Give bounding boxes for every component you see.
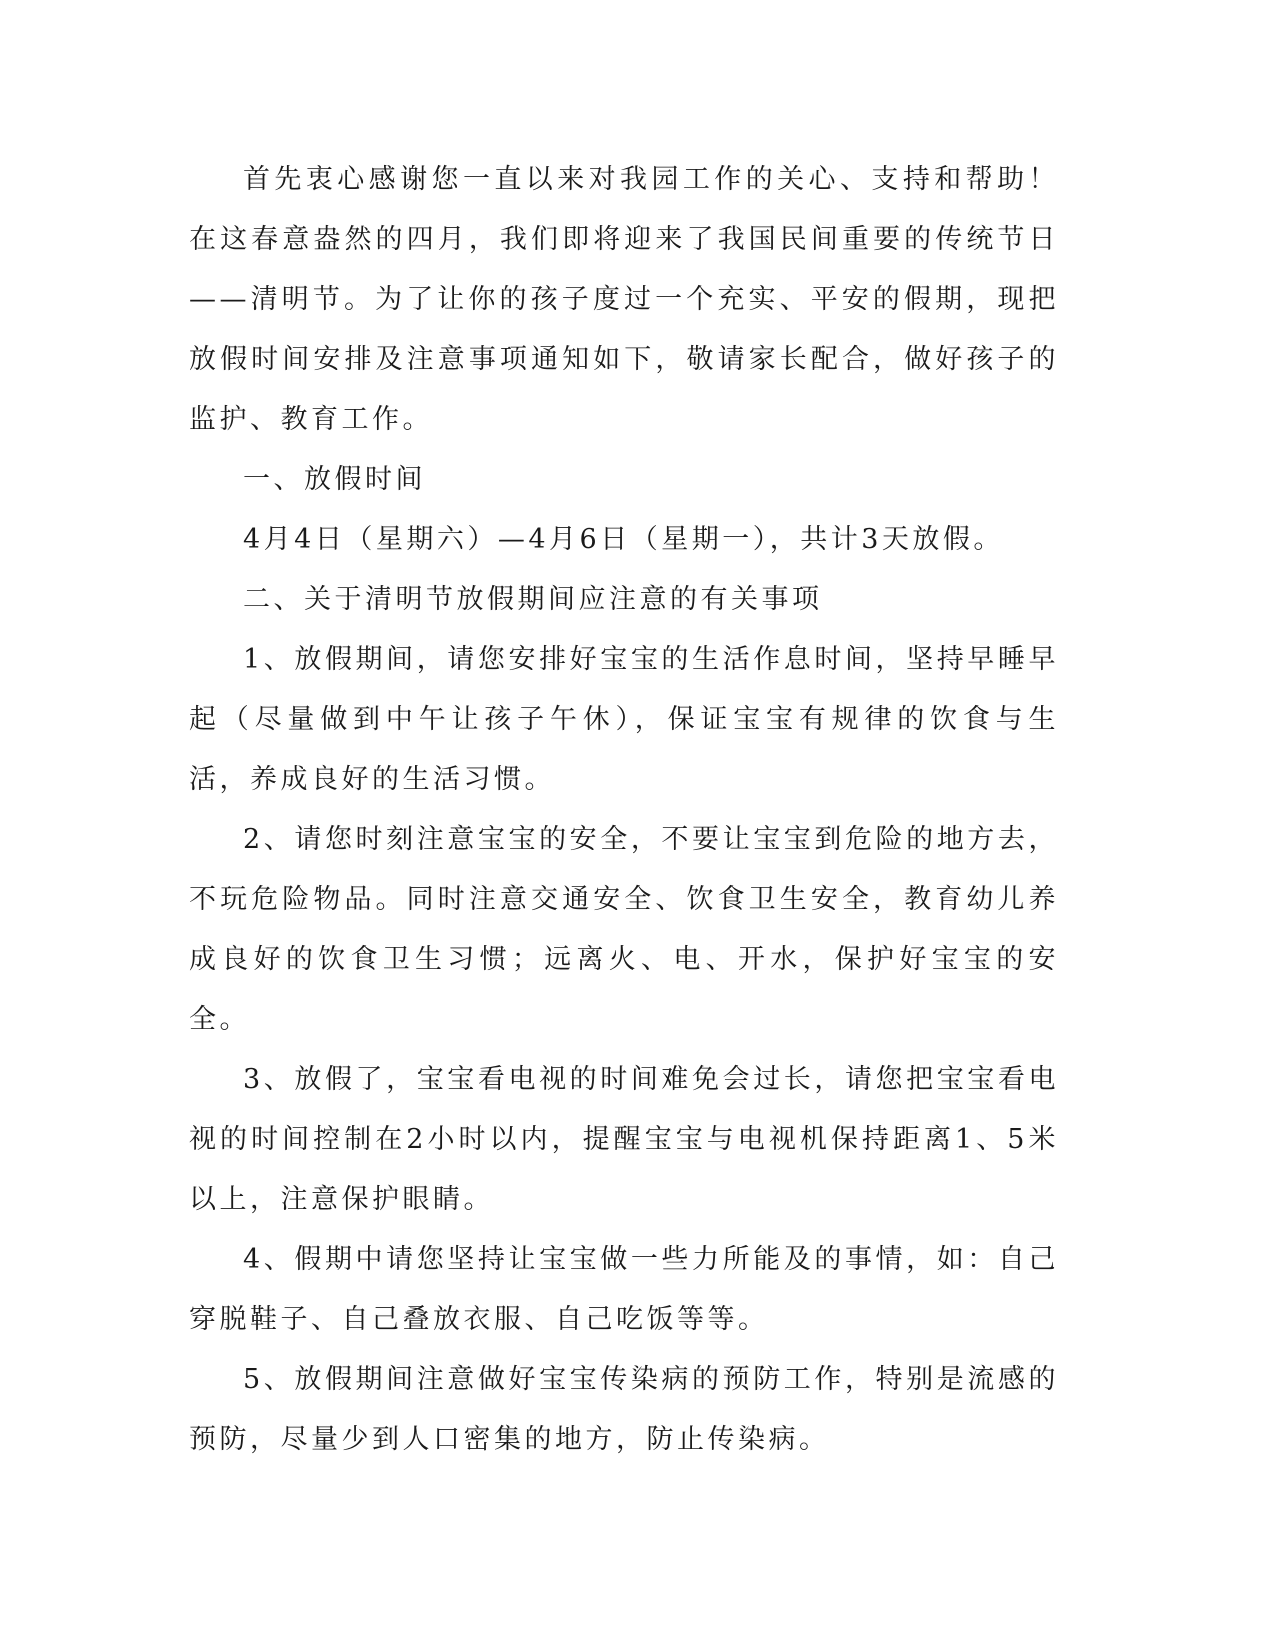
precaution-item-2: 2、请您时刻注意宝宝的安全，不要让宝宝到危险的地方去，不玩危险物品。同时注意交通安全、饮食卫生安全，教育幼儿养成良好的饮食卫生习惯；远离火、电、开水，保护好宝宝的安全。 [189, 824, 1059, 1035]
intro-paragraph: 首先衷心感谢您一直以来对我园工作的关心、支持和帮助！在这春意盎然的四月，我们即将迎来了我国民间重要的传统节日——清明节。为了让你的孩子度过一个充实、平安的假期，现把放假时间安排及注意事项通知如下，敬请家长配合，做好孩子的监护、教育工作。 [189, 164, 1059, 435]
precaution-item-4: 4、假期中请您坚持让宝宝做一些力所能及的事情，如：自己穿脱鞋子、自己叠放衣服、自己吃饭等等。 [189, 1244, 1059, 1335]
document-body [189, 150, 1059, 1470]
precaution-item-5: 5、放假期间注意做好宝宝传染病的预防工作，特别是流感的预防，尽量少到人口密集的地方，防止传染病。 [189, 1364, 1059, 1455]
section-heading-precautions: 二、关于清明节放假期间应注意的有关事项 [243, 584, 823, 615]
precaution-item-1: 1、放假期间，请您安排好宝宝的生活作息时间，坚持早睡早起（尽量做到中午让孩子午休），保证宝宝有规律的饮食与生活，养成良好的生活习惯。 [189, 644, 1059, 795]
precaution-item-3: 3、放假了，宝宝看电视的时间难免会过长，请您把宝宝看电视的时间控制在2小时以内，提醒宝宝与电视机保持距离1、5米以上，注意保护眼睛。 [189, 1064, 1059, 1215]
holiday-dates-paragraph: 4月4日（星期六）—4月6日（星期一），共计3天放假。 [243, 524, 1004, 555]
section-heading-holiday-time: 一、放假时间 [243, 464, 426, 495]
